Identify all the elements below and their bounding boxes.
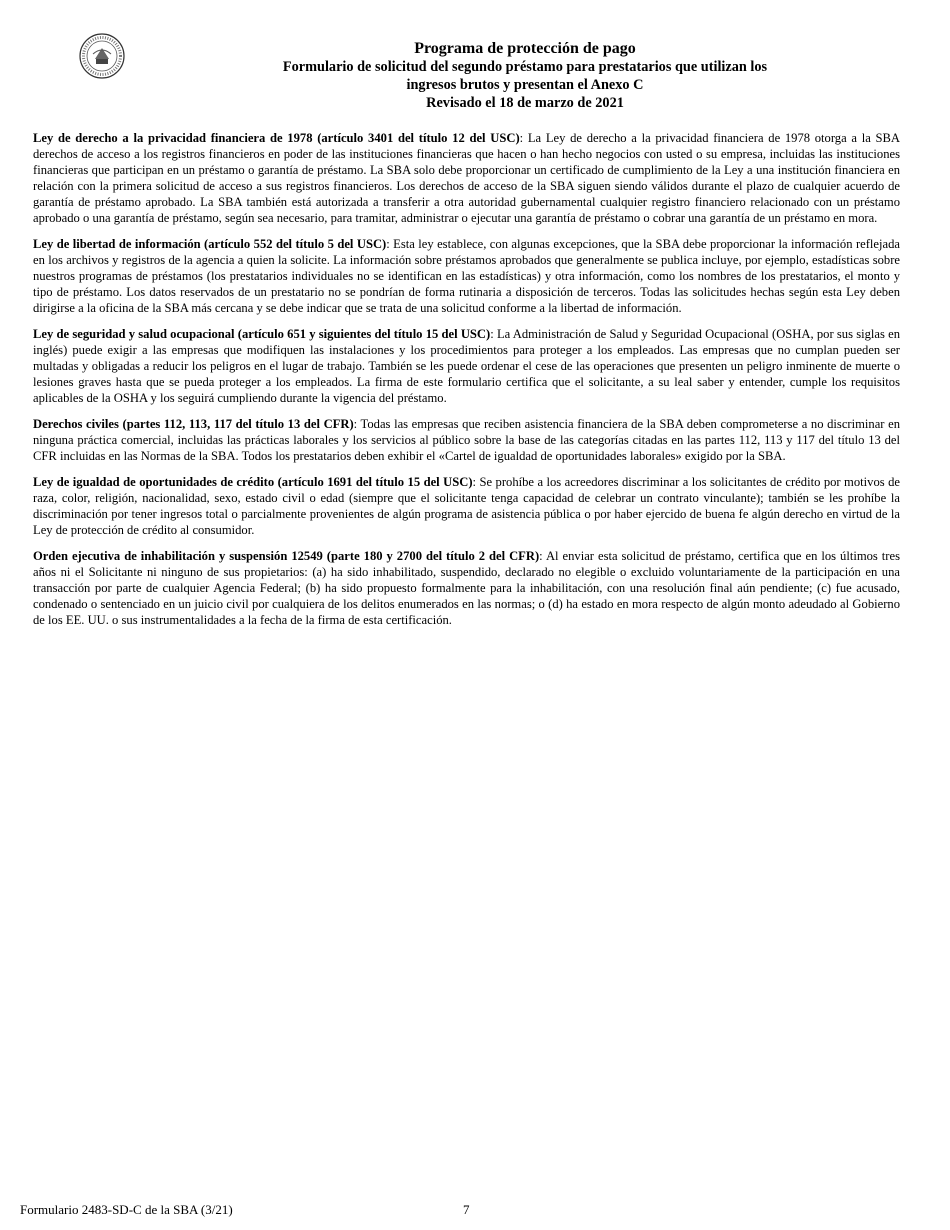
section-heading: Ley de igualdad de oportunidades de crédito (artículo 1691 del título 15 del USC) <box>33 475 473 489</box>
section-text: : Se prohíbe a los acreedores discriminar a los solicitantes de crédito por motivos de raza, color, religión, nacionalidad, sexo, estado civil o edad (siempre que el solicitante tenga capacidad de celebrar un contrato vinculante); también se les prohíbe la discriminación por tener ingresos total o parcialmente provenientes de algún programa de asistencia pública o por haber ejercido de buena fe algún derecho en virtud de la Ley de protección de crédito al consumidor. <box>33 475 900 537</box>
section-civil-rights <box>33 416 900 464</box>
form-identifier: Formulario 2483-SD-C de la SBA (3/21) <box>20 1202 233 1217</box>
section-financial-privacy <box>33 130 900 226</box>
form-title-line-1: Formulario de solicitud del segundo préstamo para prestatarios que utilizan los <box>282 59 768 75</box>
revision-date: Revisado el 18 de marzo de 2021 <box>426 95 624 111</box>
program-title: Programa de protección de pago <box>414 40 636 57</box>
section-debarment-order <box>33 548 900 628</box>
section-text: : La Administración de Salud y Seguridad Ocupacional (OSHA, por sus siglas en inglés) puede exigir a las empresas que modifiquen las instalaciones y los procedimientos para proteger a los empleados. Las empresas que no cumplan pueden ser multadas y obligadas a reducir los peligros en el lugar de trabajo. También se les puede ordenar el cese de las operaciones que presenten un peligro inminente de muerte o lesiones graves hasta que se pueda proteger a los empleados. La firma de este formulario certifica que el solicitante, a su leal saber y entender, cumple los requisitos aplicables de la OSHA y los seguirá cumpliendo durante la vigencia del préstamo. <box>33 327 900 405</box>
section-text: : Esta ley establece, con algunas excepciones, que la SBA debe proporcionar la información reflejada en los archivos y registros de la agencia a quien la solicite. La información sobre préstamos aprobados que generalmente se publica incluye, por ejemplo, estadísticas sobre nuestros programas de préstamos (los prestatarios individuales no se identifican en las estadísticas) y otra información, como los nombres de los prestatarios, el monto y tipo de préstamo. Los datos reservados de un prestatario no se pondrían de forma rutinaria a disposición de terceros. Todas las solicitudes hechas según esta Ley deben dirigirse a la oficina de la SBA más cercana y se debe indicar que se trata de una solicitud conforme a la libertad de información. <box>33 237 900 315</box>
section-text: : La Ley de derecho a la privacidad financiera de 1978 otorga a la SBA derechos de acceso a los registros financieros en poder de las instituciones financieras que hacen o han hecho negocios con usted o su empresa, incluidas las instituciones financieras que participan en un préstamo o garantía de préstamo. La SBA solo debe proporcionar un certificado de cumplimiento de la Ley a una institución financiera en relación con la primera solicitud de acceso a sus registros financieros. Los derechos de acceso de la SBA siguen siendo válidos durante el plazo de cualquier acuerdo de garantía de préstamo aprobado. La SBA también está autorizada a transferir a otra autoridad gubernamental cualquier registro financiero relacionado con un préstamo aprobado o una garantía de préstamo, según sea necesario, para tramitar, administrar o ejecutar una garantía de préstamo o cobrar una garantía de un préstamo en mora. <box>33 131 900 225</box>
document-header <box>150 40 900 112</box>
document-body <box>33 130 900 638</box>
page-number: 7 <box>463 1202 470 1217</box>
form-title-line-2: ingresos brutos y presentan el Anexo C <box>406 77 644 93</box>
section-text: : Todas las empresas que reciben asistencia financiera de la SBA deben comprometerse a no discriminar en ninguna práctica comercial, incluidas las prácticas laborales y los servicios al público sobre la base de las categorías citadas en las partes 112, 113 y 117 del título 13 del CFR incluidas en las Normas de la SBA. Todos los prestatarios deben exhibir el «Cartel de igualdad de oportunidades laborales» exigido por la SBA. <box>33 417 900 463</box>
section-heading: Ley de seguridad y salud ocupacional (artículo 651 y siguientes del título 15 del USC) <box>33 327 491 341</box>
section-freedom-of-information <box>33 236 900 316</box>
section-heading: Ley de libertad de información (artículo 552 del título 5 del USC) <box>33 237 387 251</box>
section-heading: Derechos civiles (partes 112, 113, 117 del título 13 del CFR) <box>33 417 354 431</box>
sba-seal-icon <box>78 32 126 80</box>
section-occupational-safety <box>33 326 900 406</box>
section-heading: Orden ejecutiva de inhabilitación y suspensión 12549 (parte 180 y 2700 del título 2 del CFR) <box>33 549 540 563</box>
section-heading: Ley de derecho a la privacidad financiera de 1978 (artículo 3401 del título 12 del USC) <box>33 131 520 145</box>
section-text: : Al enviar esta solicitud de préstamo, certifica que en los últimos tres años ni el Solicitante ni ninguno de sus propietarios: (a) ha sido inhabilitado, suspendido, declarado no elegible o excluido voluntariamente de la participación en una transacción por parte de cualquier Agencia Federal; (b) ha sido propuesto formalmente para la inhabilitación, con una resolución final aún pendiente; (c) fue acusado, condenado o sentenciado en un juicio civil por cualquiera de los delitos enumerados en las normas; o (d) ha estado en mora respecto de algún monto adeudado al Gobierno de los EE. UU. o sus instrumentalidades a la fecha de la firma de esta certificación. <box>33 549 900 627</box>
section-equal-credit <box>33 474 900 538</box>
